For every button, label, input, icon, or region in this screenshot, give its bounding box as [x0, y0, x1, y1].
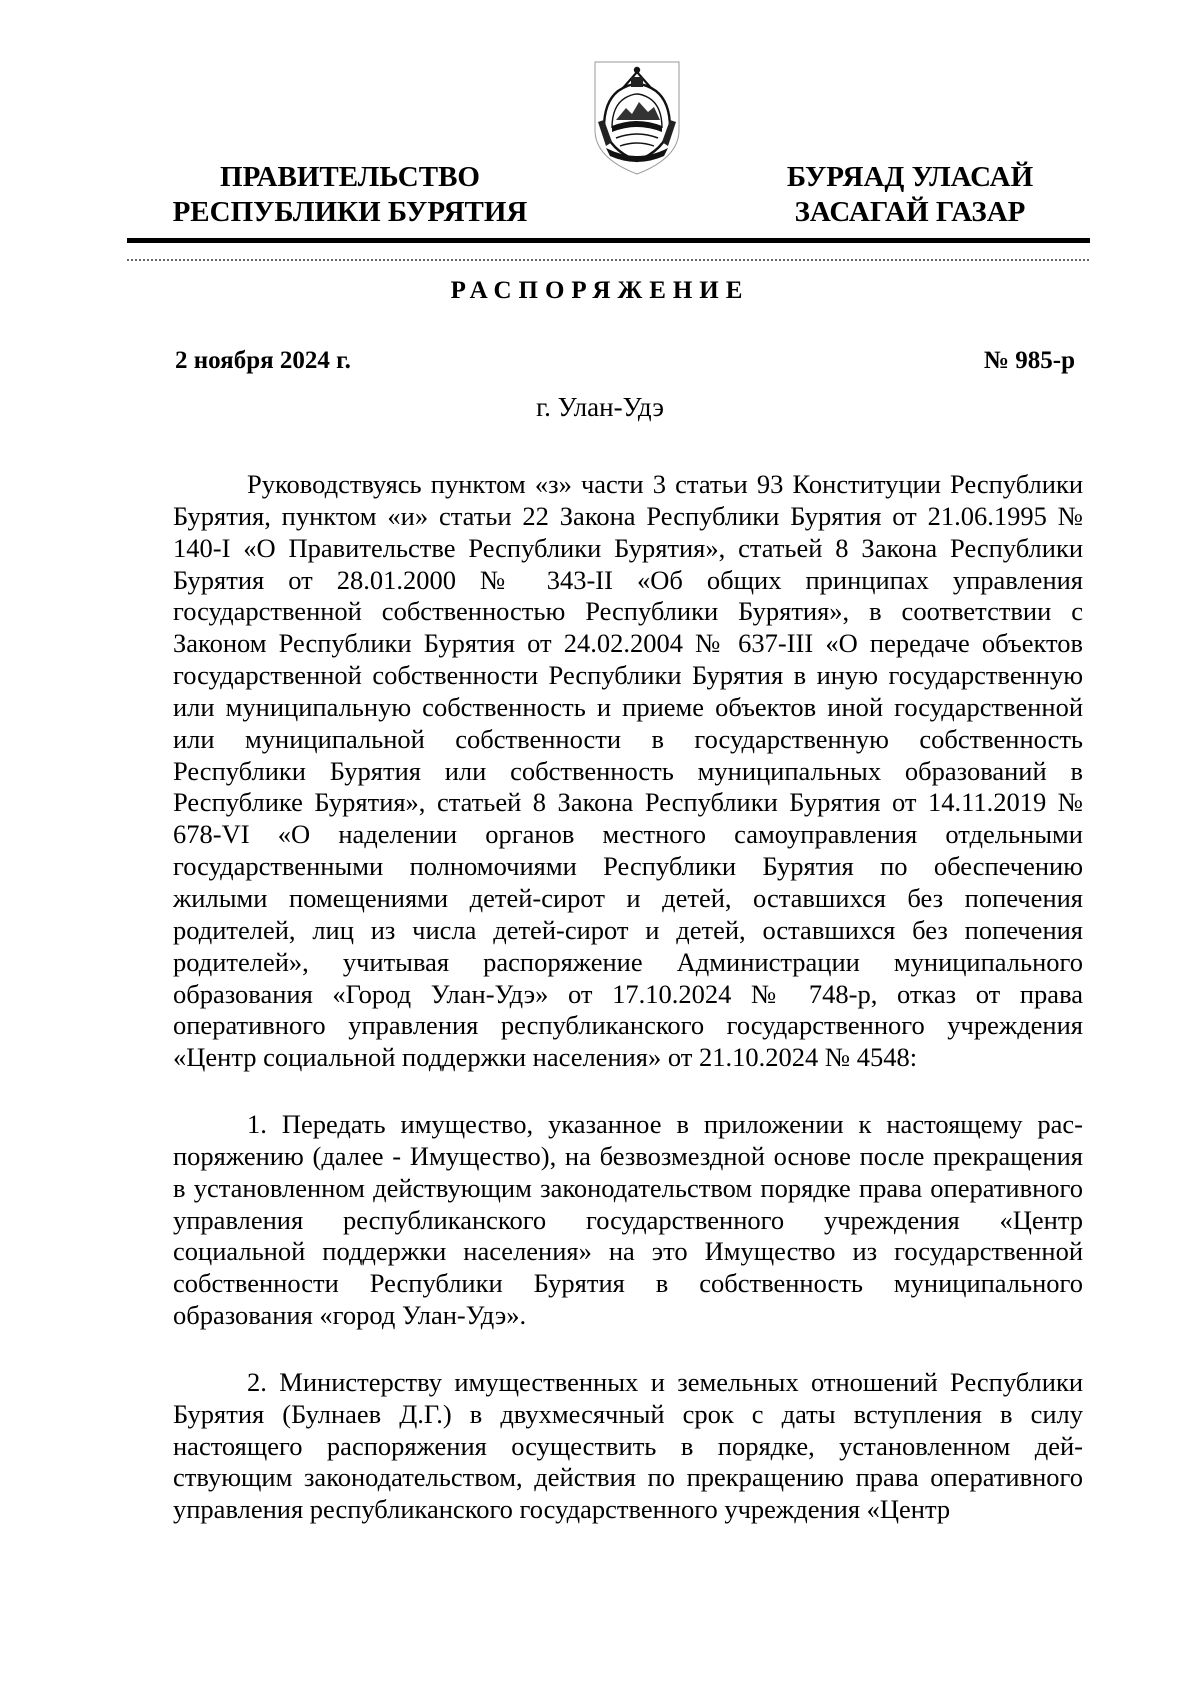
government-name-russian-line-1: ПРАВИТЕЛЬСТВО — [220, 161, 480, 193]
paragraph-item-2: 2. Министерству имущественных и земельных отношений Республики Бурятия (Булнаев Д.Г.) в двухмесячный срок с даты вступления в силу настоящего распоряжения осуществить в порядке, установленном действующим законодательством, действия по прекращению права оперативного управления республиканского государственного учреждения «Центр — [173, 1366, 1083, 1525]
government-name-buryat-line-2: ЗАСАГАЙ ГАЗАР — [794, 196, 1026, 228]
header-divider-thick — [127, 238, 1090, 243]
paragraph-preamble: Руководствуясь пунктом «з» части 3 статьи 93 Конституции Республики Бурятия, пунктом «и» статьи 22 Закона Республики Бурятия от 21.06.1995 № 140-I «О Правительстве Республики Бурятия», статьей 8 Закона Республики Бурятия от 28.01.2000 № 343-II «Об общих принципах управления государственной собственностью Республики Бурятия», в соответствии с Законом Республики Бурятия от 24.02.2004 № 637-III «О передаче объектов государственной собственности Республики Бурятия в иную государственную или муниципальную собственность и приеме объектов иной государственной или муниципальной собственности в государственную собственность Республики Бурятия или собственность муниципальных образований в Республике Бурятия», статьей 8 Закона Республики Бурятия от 14.11.2019 № 678-VI «О наделении органов местного самоуправления отдельными государственными полномочиями Республики Бурятия по обеспечению жилыми помещениями детей-сирот и детей, оставшихся без попечения родителей, лиц из числа детей-сирот и детей, оставшихся без попечения родителей», учитывая распоряжение Администрации муниципального образования «Город Улан-Удэ» от 17.10.2024 № 748-р, отказ от права оперативного управления республиканского государственного учреждения «Центр социальной поддержки населения» от 21.10.2024 № 4548: — [173, 469, 1083, 1073]
coat-of-arms-emblem — [592, 58, 682, 176]
document-number: № 985-р — [983, 347, 1075, 374]
document-date: 2 ноября 2024 г. — [175, 347, 351, 374]
document-city: г. Улан-Удэ — [536, 392, 664, 422]
government-name-buryat-line-1: БУРЯАД УЛАСАЙ — [786, 161, 1034, 193]
document-body — [173, 469, 1083, 1561]
government-name-russian — [170, 160, 530, 230]
paragraph-item-1: 1. Передать имущество, указанное в приложении к настоящему распоряжению (далее - Имущество), на безвозмездной основе после прекращения в установленном действующим законодательством порядке права оперативного управления республиканского государственного учреждения «Центр социальной поддержки населения» на это Имущество из государственной собственности Республики Бурятия в собственность муниципального образования «город Улан-Удэ». — [173, 1109, 1083, 1331]
document-type-title: РАСПОРЯЖЕНИЕ — [450, 277, 750, 304]
header-divider-thin — [127, 259, 1090, 261]
government-name-buryat — [765, 160, 1055, 230]
government-name-russian-line-2: РЕСПУБЛИКИ БУРЯТИЯ — [172, 196, 528, 228]
